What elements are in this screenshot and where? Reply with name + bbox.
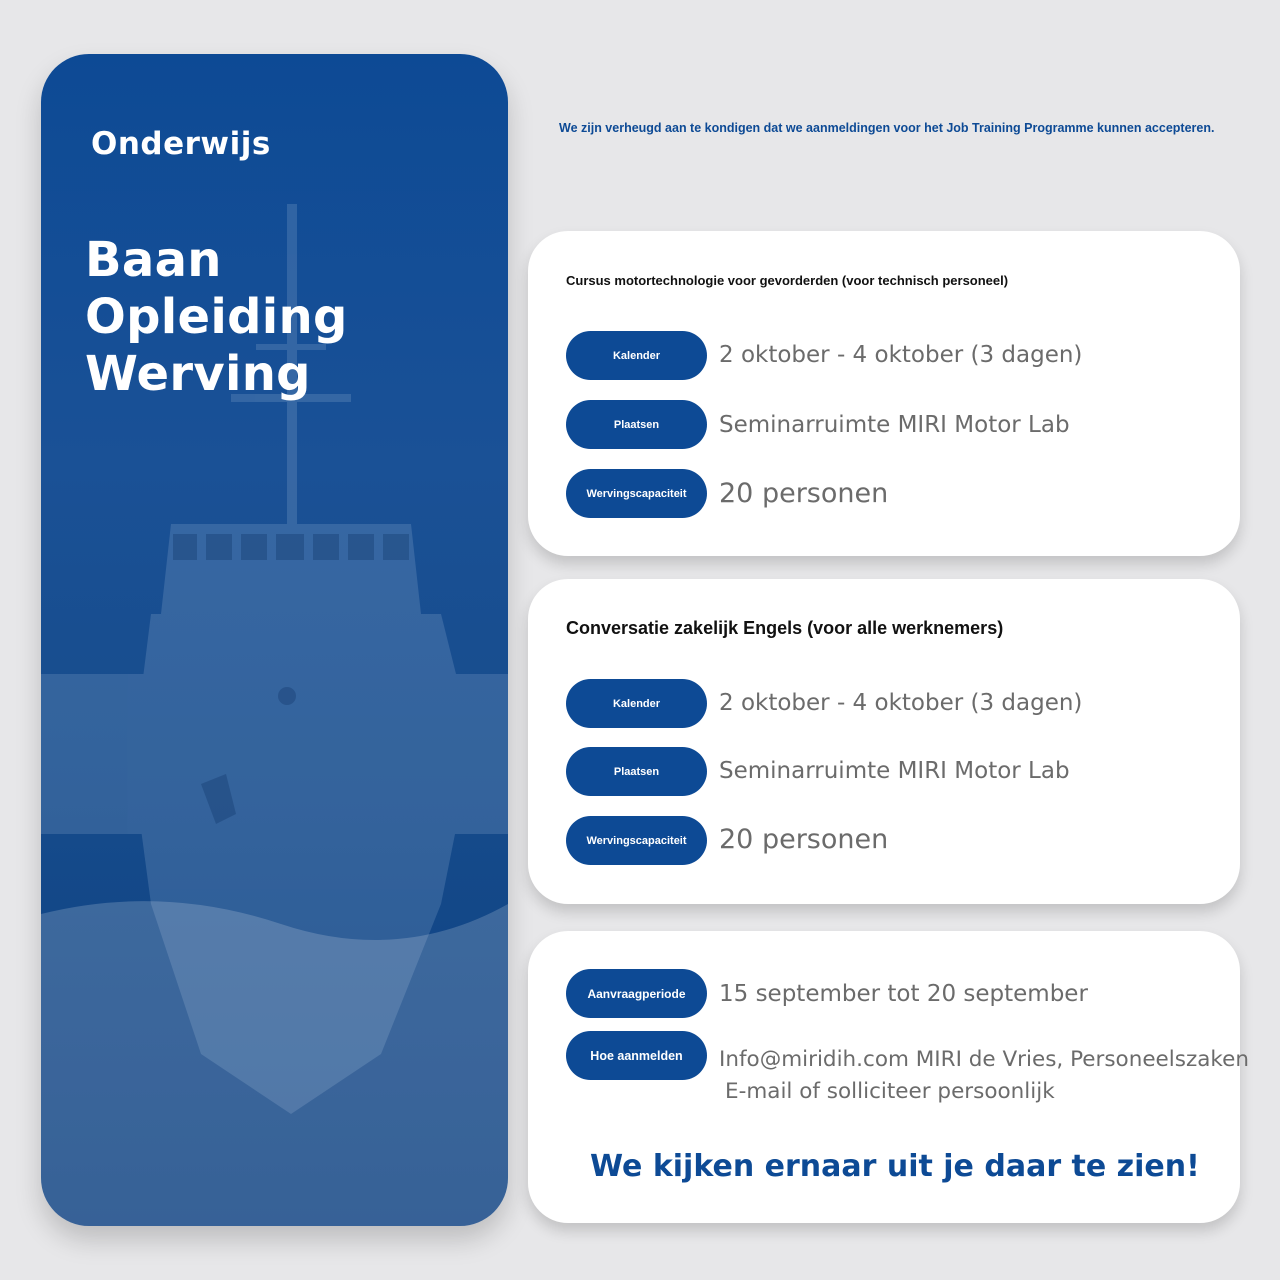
ship-background-image xyxy=(41,54,508,1226)
course-card-1 xyxy=(528,231,1240,556)
course-title: Cursus motortechnologie voor gevorderden (voor technisch personeel) xyxy=(566,273,1009,288)
side-panel xyxy=(41,54,508,1226)
course-card-2 xyxy=(528,579,1240,904)
location-pill[interactable]: Plaatsen xyxy=(566,400,707,449)
location-value: Seminarruimte MIRI Motor Lab xyxy=(719,412,1070,438)
capacity-pill[interactable]: Wervingscapaciteit xyxy=(566,816,707,865)
title-line-2: Werving xyxy=(85,346,311,402)
announcement-text: We zijn verheugd aan te kondigen dat we aanmeldingen voor het Job Training Programme kunnen accepteren. xyxy=(559,121,1215,135)
location-pill[interactable]: Plaatsen xyxy=(566,747,707,796)
contact-line-1: Info@miridih.com MIRI de Vries, Personeelszaken xyxy=(719,1047,1249,1072)
closing-message: We kijken ernaar uit je daar te zien! xyxy=(590,1149,1200,1184)
how-to-apply-pill[interactable]: Hoe aanmelden xyxy=(566,1031,707,1080)
how-to-apply-value xyxy=(719,1044,1249,1108)
category-label: Onderwijs xyxy=(91,126,271,162)
calendar-pill[interactable]: Kalender xyxy=(566,331,707,380)
calendar-pill[interactable]: Kalender xyxy=(566,679,707,728)
capacity-value: 20 personen xyxy=(719,478,889,509)
title-line-1: Baan Opleiding xyxy=(85,232,348,345)
capacity-value: 20 personen xyxy=(719,824,889,855)
capacity-pill[interactable]: Wervingscapaciteit xyxy=(566,469,707,518)
application-card xyxy=(528,931,1249,1223)
calendar-value: 2 oktober - 4 oktober (3 dagen) xyxy=(719,342,1083,368)
contact-line-2: E-mail of solliciteer persoonlijk xyxy=(725,1079,1055,1104)
page-title xyxy=(85,232,495,403)
application-period-value: 15 september tot 20 september xyxy=(719,981,1088,1007)
calendar-value: 2 oktober - 4 oktober (3 dagen) xyxy=(719,690,1083,716)
location-value: Seminarruimte MIRI Motor Lab xyxy=(719,758,1070,784)
course-title: Conversatie zakelijk Engels (voor alle werknemers) xyxy=(566,618,1004,638)
application-period-pill[interactable]: Aanvraagperiode xyxy=(566,969,707,1018)
